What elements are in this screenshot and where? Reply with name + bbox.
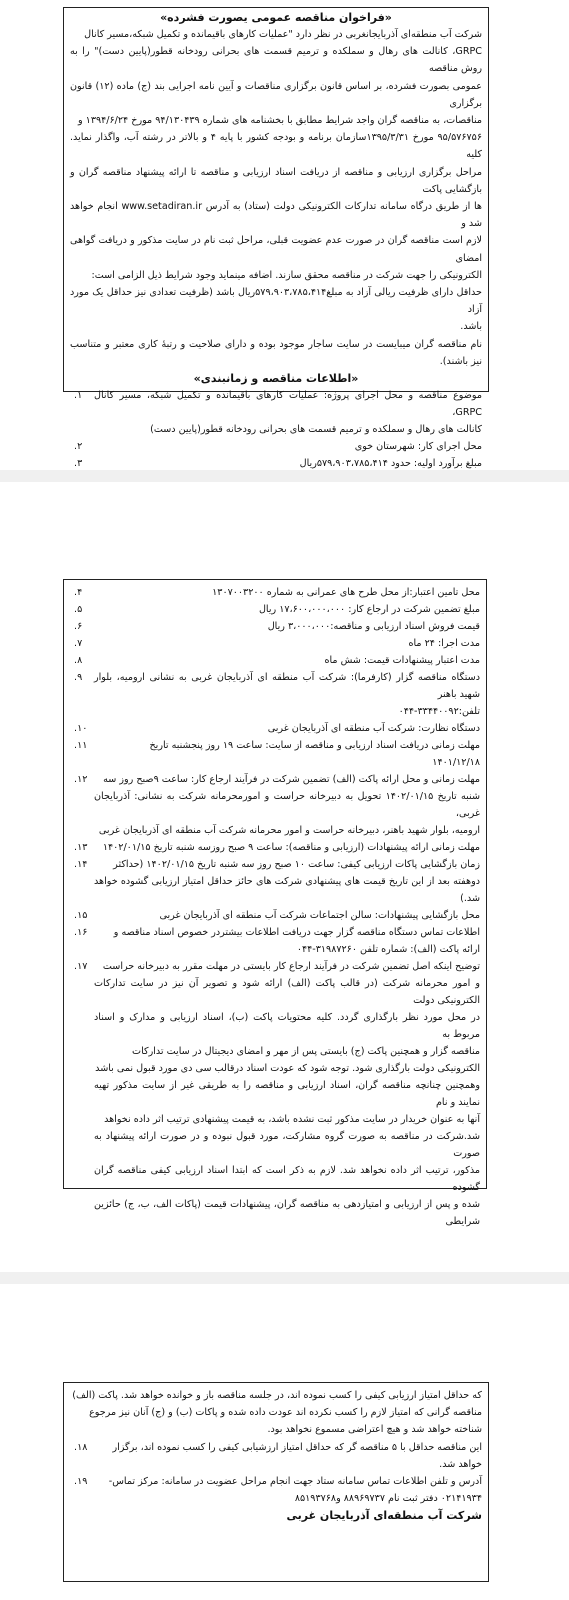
info-subtitle: «اطلاعات مناقصه و زمانبندی» [193, 372, 359, 386]
item-line: محل تامین اعتبار:از محل طرح های عمرانی به شماره ۱۳۰۷۰۰۳۲۰۰ [212, 587, 480, 598]
item-line: ارائه پاکت (الف): شماره تلفن ۳۱۹۸۷۲۶۰-۰۴۴ [296, 944, 480, 955]
item-line: موضوع مناقصه و محل اجرای پروژه: عملیات کارهای باقیمانده و تکمیل شبکه، مسیر کانال GRPC، [94, 390, 482, 419]
item-line: محل بازگشایی پیشنهادات: سالن اجتماعات شرکت آب منطقه ای آذربایجان غربی [159, 910, 480, 921]
text-line: ۹۵/۵۷۶۷۵۶ مورخ ۱۳۹۵/۳/۳۱سازمان برنامه و بودجه کشور با پایه ۴ و بالاتر در رشته آب، واگذار نماید. کلیه [70, 132, 482, 161]
item-line: محل اجرای کار: شهرستان خوی [354, 441, 482, 453]
item-number: ۵. [74, 604, 83, 615]
item-line: مبلغ تضمین شرکت در ارجاع کار: ۱۷،۶۰۰،۰۰۰،۰۰۰ ریال [258, 604, 480, 615]
item-number: ۱۵. [74, 910, 88, 921]
list-item [70, 856, 480, 907]
item-text [94, 1439, 482, 1473]
item-number: ۸. [74, 655, 83, 666]
list-item [70, 635, 480, 652]
item-text [94, 387, 482, 438]
item-line: توضیح اینکه اصل تضمین شرکت در فرآیند ارجاع کار بایستی در مهلت مقرر به دبیرخانه حراست [102, 961, 480, 972]
item-text [94, 720, 480, 737]
list-item [70, 438, 482, 455]
final-list [64, 1439, 488, 1507]
continued-box [63, 1382, 489, 1582]
item-number: ۷. [74, 638, 83, 649]
text-line: شناخته خواهد شد و هیچ اعتراضی مسموع نخواهد بود. [267, 1424, 482, 1436]
item-line: مهلت زمانی و محل ارائه پاکت (الف) تضمین شرکت در فرآیند ارجاع کار: ساعت ۹صبح روز سه [103, 774, 480, 785]
item-text [94, 856, 480, 907]
item-line: مذکور، ترتیب اثر داده نخواهد شد. لازم به ذکر است که ابتدا اسناد ارزیابی کیفی مناقصه گران گشوده [94, 1165, 480, 1193]
item-number: ۱. [74, 390, 83, 402]
item-text [94, 771, 480, 839]
item-text [94, 635, 480, 652]
item-line: قیمت فروش اسناد ارزیابی و مناقصه:۳،۰۰۰،۰۰۰ ریال [267, 621, 480, 632]
item-number: ۲. [74, 441, 83, 453]
item-line: و امور محرمانه شرکت (در قالب پاکت (الف) ارائه شود و تصویر آن نیز در سایت تدارکات الکترونیکی دولت [94, 978, 480, 1006]
item-number: ۱۸. [74, 1441, 88, 1453]
info-list [64, 387, 488, 472]
item-line: اطلاعات تماس دستگاه مناقصه گزار جهت دریافت اطلاعات بیشتردر خصوص اسناد مناقصه و [113, 927, 480, 938]
item-line: شده و پس از ارزیابی و امتیازدهی به مناقصه گران، پیشنهادات قیمت (پاکات الف، ب، ج) حائزین شرایطی [94, 1199, 480, 1227]
item-line: ۱۴۰۱/۱۲/۱۸ [432, 757, 480, 768]
item-text [94, 652, 480, 669]
details-box [63, 579, 487, 1227]
item-line: وهمچنین چنانچه مناقصه گران، اسناد ارزیابی و مناقصه را به طریقی غیر از سایت مذکور تهیه نمایند و نام [94, 1080, 480, 1108]
item-number: ۴. [74, 587, 83, 598]
text-line: الکترونیکی را جهت شرکت در مناقصه محقق سازند. اضافه مینماید وجود شرایط ذیل الزامی است: [91, 269, 482, 281]
item-line: دستگاه نظارت: شرکت آب منطقه ای آذربایجان غربی [267, 723, 480, 734]
item-line: کانالت های رهال و سملکده و ترمیم قسمت های بحرانی رودخانه قطور(پایین دست) [150, 424, 482, 436]
text-line: مناقصه گرانی که امتیاز لازم را کسب نکرده اند عودت داده شده و پاکات (ب) و (ج) آنان نیز مرجوع [89, 1407, 482, 1419]
item-number: ۱۹. [74, 1475, 88, 1487]
text-line: ها از طریق درگاه سامانه تدارکات الکترونیکی دولت (ستاد) به آدرس www.setadiran.ir انجام خواهد شد و [70, 201, 482, 230]
item-text [94, 438, 482, 455]
text-line: نام مناقصه گران میبایست در سایت ساجار موجود بوده و دارای صلاحیت و رتبهٔ کاری معتبر و متناسب نیز باشند). [70, 338, 482, 367]
item-line: آنها به عنوان خریدار در سایت مذکور ثبت نشده باشد، به قیمت پیشنهادی ترتیب اثر داده نخواهد [104, 1114, 480, 1125]
item-number: ۱۲. [74, 774, 88, 785]
item-number: ۱۰. [74, 723, 88, 734]
item-line: الکترونیکی دولت بارگذاری شود. توجه شود که عودت اسناد درقالب سی دی مورد قبول نمی باشد [95, 1063, 480, 1074]
item-line: ۰۲۱۴۱۹۳۴ دفتر ثبت نام ۸۸۹۶۹۷۳۷ و۸۵۱۹۳۷۶۸ [294, 1492, 482, 1504]
list-item [70, 387, 482, 438]
item-line: تلفن:۳۳۴۴۰۰۹۲-۰۴۴ [398, 706, 480, 717]
text-line: شرکت آب منطقه‌ای آذربایجانغربی در نظر دارد "عملیات کارهای باقیمانده و تکمیل شبکه،مسیر کانال [84, 29, 482, 40]
text-line: لازم است مناقصه گران در صورت عدم عضویت قبلی، مراحل ثبت نام در سایت مذکور و دریافت گواهی امضای [70, 235, 482, 264]
list-item [70, 771, 480, 839]
item-line: مدت اعتبار پیشنهادات قیمت: شش ماه [324, 655, 480, 666]
text-line: عمومی بصورت فشرده، بر اساس قانون برگزاری مناقصات و آیین نامه اجرایی بند (ج) ماده (۱۲) قانون برگزاری [70, 80, 482, 109]
item-text [94, 958, 480, 1230]
item-line: مهلت زمانی ارائه پیشنهادات (ارزیابی و مناقصه): ساعت ۹ صبح روزسه شنبه تاریخ ۱۴۰۲/۰۱/۱۵ [102, 842, 480, 853]
page-1 [0, 0, 569, 470]
item-text [94, 907, 480, 924]
item-number: ۶. [74, 621, 83, 632]
item-line: دستگاه مناقصه گزار (کارفرما): شرکت آب منطقه ای آذربایجان غربی به نشانی ارومیه، بلوار شهید باهنر [94, 672, 480, 700]
item-line: ارومیه، بلوار شهید باهنر، دبیرخانه حراست و امور محرمانه شرکت آب منطقه ای آذربایجان غربی [98, 825, 480, 836]
item-text [94, 924, 480, 958]
text-line: GRPC، کانالت های رهال و سملکده و ترمیم قسمت های بحرانی رودخانه قطور(پایین دست)" را به روش مناقصه [70, 46, 482, 75]
item-line: شد.شرکت در مناقصه به صورت گروه مشارکت، مورد قبول نبوده و در صورت ارائه پیشنهاد به صورت [94, 1131, 480, 1159]
item-line: خواهد شد. [439, 1458, 482, 1470]
page-separator [0, 470, 569, 482]
item-number: ۱۶. [74, 927, 88, 938]
item-line: مناقصه گزار و همچنین پاکت (ج) بایستی پس از مهر و امضای دیجیتال در سایت تدارکات [132, 1046, 480, 1057]
item-line: مدت اجرا: ۲۴ ماه [408, 638, 480, 649]
item-text [94, 618, 480, 635]
item-line: زمان بازگشایی پاکات ارزیابی کیفی: ساعت ۱۰ صبح روز سه شنبه تاریخ ۱۴۰۲/۰۱/۱۵ (حداکثر [113, 859, 480, 870]
text-line: مراحل برگزاری ارزیابی و مناقصه از دریافت اسناد ارزیابی و مناقصه تا ارائه پیشنهاد مناقصه گران و بازگشایی پاکت [70, 166, 482, 195]
list-item [70, 737, 480, 771]
list-item [70, 652, 480, 669]
list-item [70, 720, 480, 737]
intro-paragraph [64, 26, 488, 370]
item-text [94, 737, 480, 771]
list-item [70, 924, 480, 958]
list-item [70, 958, 480, 1230]
list-item [70, 839, 480, 856]
text-line: حداقل دارای ظرفیت ریالی آزاد به مبلغ۵۷۹،۹۰۳،۷۸۵،۴۱۴ریال باشد (ظرفیت تعدادی نیز حداقل یک مورد آزاد [70, 287, 482, 316]
details-list [64, 584, 486, 1230]
continued-paragraph [64, 1387, 488, 1439]
item-text [94, 669, 480, 720]
notice-box [63, 7, 489, 470]
list-item [70, 907, 480, 924]
item-line: این مناقصه حداقل با ۵ مناقصه گر که حداقل امتیاز ارزشیابی کیفی را کسب نموده اند، برگزار [112, 1441, 482, 1453]
item-text [94, 839, 480, 856]
item-number: ۱۱. [74, 740, 88, 751]
page-separator [0, 1272, 569, 1284]
notice-title: «فراخوان مناقصه عمومی یصورت فشرده» [160, 11, 392, 24]
item-number: ۱۷. [74, 961, 88, 972]
item-line: دوهفته بعد از این تاریخ قیمت های پیشنهادی شرکت های حائز حداقل امتیاز ارزیابی گشوده خواهد شد.) [94, 876, 480, 904]
list-item [70, 584, 480, 601]
list-item [70, 601, 480, 618]
list-item [70, 669, 480, 720]
item-line: مبلغ برآورد اولیه: حدود ۵۷۹،۹۰۳،۷۸۵،۴۱۴ریال [299, 458, 482, 470]
item-number: ۱۳. [74, 842, 88, 853]
item-number: ۳. [74, 458, 83, 470]
item-line: مهلت زمانی دریافت اسناد ارزیابی و مناقصه از سایت: ساعت ۱۹ روز پنجشنبه تاریخ [149, 740, 480, 751]
text-line: که حداقل امتیاز ارزیابی کیفی را کسب نموده اند، در جلسه مناقصه باز و خوانده خواهد شد. پاکت (الف) [72, 1390, 482, 1401]
list-item [70, 618, 480, 635]
signature: شرکت آب منطقه‌ای آذربایجان غربی [286, 1508, 482, 1522]
item-number: ۹. [74, 672, 83, 683]
text-line: باشد. [460, 321, 482, 333]
list-item [70, 1473, 482, 1507]
item-line: آدرس و تلفن اطلاعات تماس سامانه ستاد جهت انجام مراحل عضویت در سامانه: مرکز تماس- [108, 1475, 482, 1487]
text-line: مناقصات، به مناقصه گران واجد شرایط مطابق با بخشنامه های شماره ۹۴/۱۳۰۴۳۹ مورخ ۱۳۹۴/۶/۲۴ و [77, 115, 482, 127]
item-text [94, 601, 480, 618]
page-2 [0, 482, 569, 1282]
item-line: در محل مورد نظر بارگذاری گردد. کلیه محتویات پاکت (ب)، اسناد ارزیابی و مدارک و اسناد مربوط به [94, 1012, 480, 1040]
page-3 [0, 1284, 569, 1600]
item-number: ۱۴. [74, 859, 88, 870]
item-line: شنبه تاریخ ۱۴۰۲/۰۱/۱۵ تحویل به دبیرخانه حراست و امورمحرمانه شرکت به نشانی: آذربایجان غربی، [94, 791, 480, 819]
item-text [94, 584, 480, 601]
list-item [70, 1439, 482, 1473]
item-text [94, 1473, 482, 1507]
